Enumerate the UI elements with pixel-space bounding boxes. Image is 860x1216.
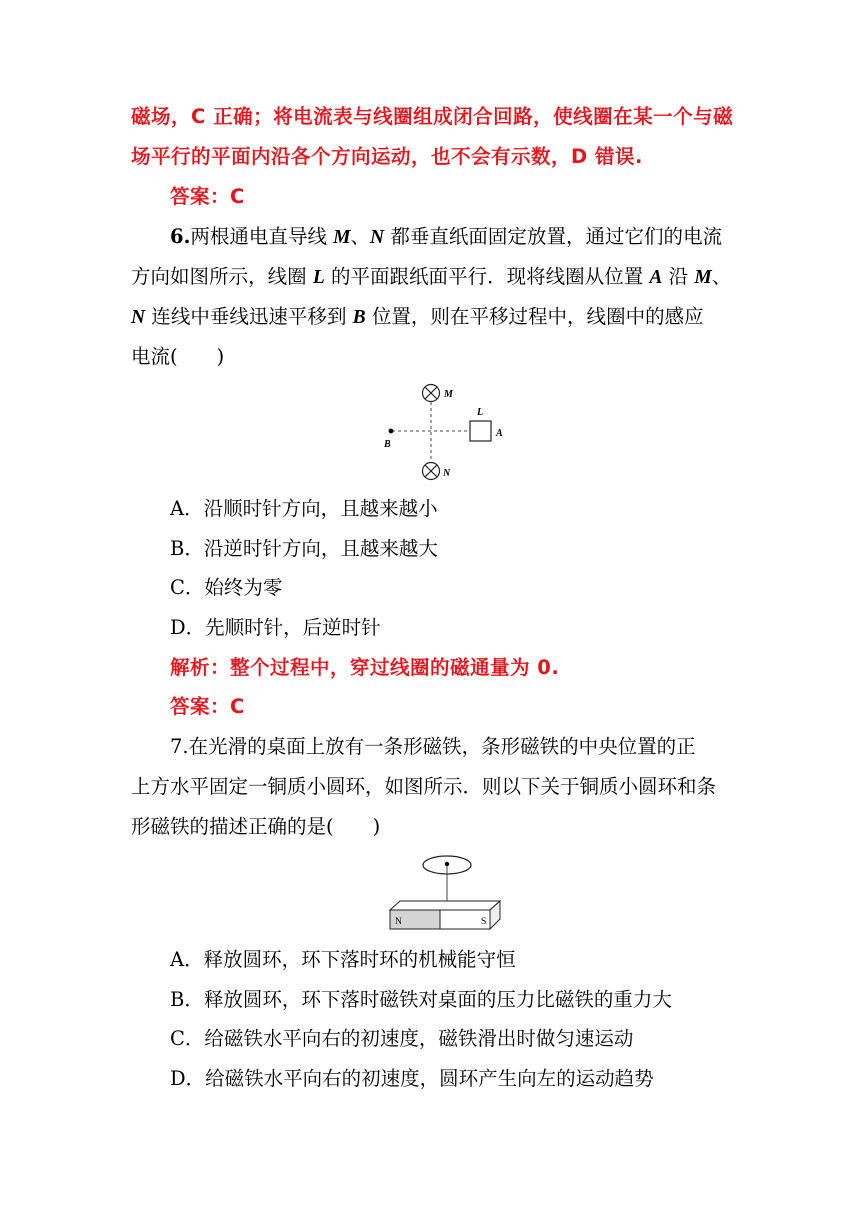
q6-option-d: D．先顺时针，后逆时针 (170, 616, 381, 639)
q7-line-3: 形磁铁的描述正确的是( ) (131, 815, 381, 838)
q7-figure (385, 850, 505, 936)
q7-option-d: D．给磁铁水平向右的初速度，圆环产生向左的运动趋势 (170, 1067, 654, 1090)
q7-option-a: A．释放圆环，环下落时环的机械能守恒 (170, 948, 516, 971)
q6-analysis: 解析：整个过程中，穿过线圈的磁通量为 0. (170, 656, 560, 679)
wire-n-icon (423, 463, 440, 480)
label-m: M (444, 389, 453, 400)
q6-line-2: 方向如图所示，线圈 L 的平面跟纸面平行．现将线圈从位置 A 沿 M、 (131, 265, 732, 288)
ring-center (445, 862, 449, 866)
label-a: A (496, 428, 503, 439)
q7-option-c: C．给磁铁水平向右的初速度，磁铁滑出时做匀速运动 (170, 1027, 634, 1050)
q6-option-c: C．始终为零 (170, 576, 283, 599)
q7-number: 7. (170, 735, 189, 758)
label-l: L (477, 407, 484, 418)
q6-text-1: 两根通电直导线 M、N 都垂直纸面固定放置，通过它们的电流 (190, 225, 723, 248)
point-b (389, 429, 394, 434)
q6-figure (378, 378, 518, 484)
label-b: B (384, 439, 391, 450)
label-south: S (481, 917, 487, 927)
q6-line-1 (170, 224, 722, 251)
q6-option-a: A．沿顺时针方向，且越来越小 (170, 497, 438, 520)
q6-option-b: B．沿逆时针方向，且越来越大 (170, 537, 438, 560)
q7-line-2: 上方水平固定一铜质小圆环，如图所示．则以下关于铜质小圆环和条 (131, 775, 717, 798)
q7-text-1: 在光滑的桌面上放有一条形磁铁，条形磁铁的中央位置的正 (188, 735, 696, 758)
prev-explanation-line-1: 磁场，C 正确；将电流表与线圈组成闭合回路，使线圈在某一个与磁 (131, 105, 734, 128)
prev-answer: 答案：C (170, 185, 245, 208)
coil-l (470, 421, 491, 441)
q6-line-4: 电流( ) (131, 345, 225, 368)
q6-answer: 答案：C (170, 695, 245, 718)
label-n: N (443, 468, 451, 479)
label-north: N (395, 917, 402, 927)
prev-explanation-line-2: 场平行的平面内沿各个方向运动，也不会有示数，D 错误. (131, 145, 643, 168)
q7-option-b: B．释放圆环，环下落时磁铁对桌面的压力比磁铁的重力大 (170, 988, 672, 1011)
wire-m-icon (423, 385, 440, 402)
q6-line-3: N 连线中垂线迅速平移到 B 位置，则在平移过程中，线圈中的感应 (131, 305, 704, 328)
q7-line-1 (170, 734, 696, 760)
q6-number: 6. (170, 225, 191, 248)
